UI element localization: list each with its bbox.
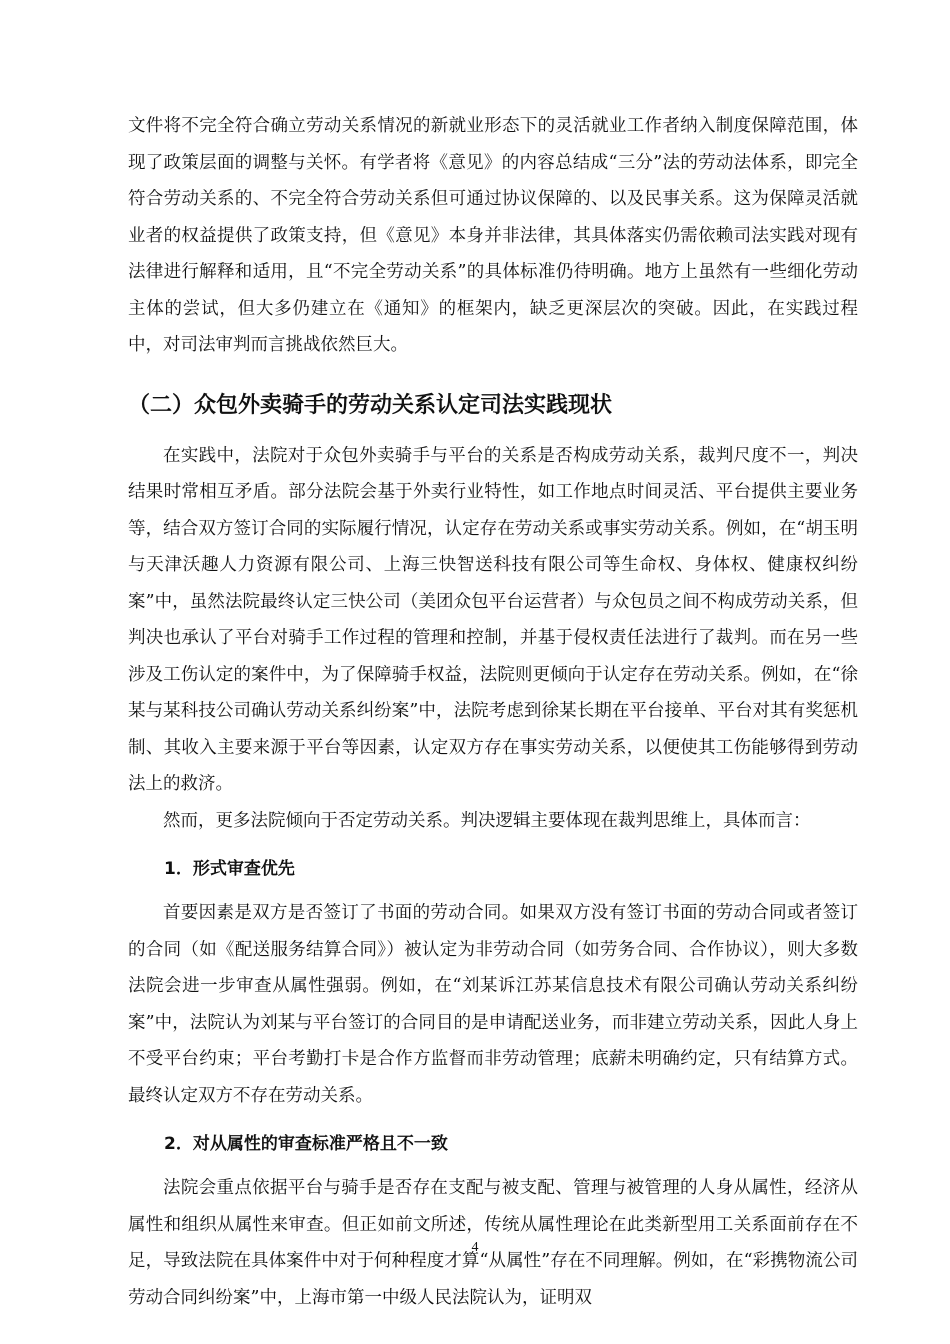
document-body (128, 108, 858, 1316)
body-paragraph: 然而，更多法院倾向于否定劳动关系。判决逻辑主要体现在裁判思维上，具体而言： (163, 810, 811, 831)
body-paragraph: 法院会重点依据平台与骑手是否存在支配与被支配、管理与被管理的人身从属性，经济从属性和组织从属性来审查。但正如前文所述，传统从属性理论在此类新型用工关系面前存在不足，导致法院在具体案件中对于何种程度才算“从属性”存在不同理解。例如，在“彩携物流公司劳动合同纠纷案”中，上海市第一中级人民法院认为，证明双 (128, 1178, 858, 1308)
page-number: 4 (471, 1240, 479, 1255)
body-paragraph: 在实践中，法院对于众包外卖骑手与平台的关系是否构成劳动关系，裁判尺度不一，判决结果时常相互矛盾。部分法院会基于外卖行业特性，如工作地点时间灵活、平台提供主要业务等，结合双方签订合同的实际履行情况，认定存在劳动关系或事实劳动关系。例如，在“胡玉明与天津沃趣人力资源有限公司、上海三快智送科技有限公司等生命权、身体权、健康权纠纷案”中，虽然法院最终认定三快公司（美团众包平台运营者）与众包员之间不构成劳动关系，但判决也承认了平台对骑手工作过程的管理和控制，并基于侵权责任法进行了裁判。而在另一些涉及工伤认定的案件中，为了保障骑手权益，法院则更倾向于认定存在劳动关系。例如，在“徐某与某科技公司确认劳动关系纠纷案”中，法院考虑到徐某长期在平台接单、平台对其有奖惩机制、其收入主要来源于平台等因素，认定双方存在事实劳动关系，以便使其工伤能够得到劳动法上的救济。 (128, 445, 858, 794)
subsection-heading: 2．对从属性的审查标准严格且不一致 (164, 1134, 448, 1154)
section-heading: （二）众包外卖骑手的劳动关系认定司法实践现状 (128, 392, 613, 418)
body-paragraph: 文件将不完全符合确立劳动关系情况的新就业形态下的灵活就业工作者纳入制度保障范围，体现了政策层面的调整与关怀。有学者将《意见》的内容总结成“三分”法的劳动法体系，即完全符合劳动关系的、不完全符合劳动关系但可通过协议保障的、以及民事关系。这为保障灵活就业者的权益提供了政策支持，但《意见》本身并非法律，其具体落实仍需依赖司法实践对现有法律进行解释和适用，且“不完全劳动关系”的具体标准仍待明确。地方上虽然有一些细化劳动主体的尝试，但大多仍建立在《通知》的框架内，缺乏更深层次的突破。因此，在实践过程中，对司法审判而言挑战依然巨大。 (128, 116, 858, 355)
subsection-heading: 1．形式审查优先 (164, 859, 295, 879)
body-paragraph: 首要因素是双方是否签订了书面的劳动合同。如果双方没有签订书面的劳动合同或者签订的合同（如《配送服务结算合同》）被认定为非劳动合同（如劳务合同、合作协议），则大多数法院会进一步审查从属性强弱。例如，在“刘某诉江苏某信息技术有限公司确认劳动关系纠纷案”中，法院认为刘某与平台签订的合同目的是申请配送业务，而非建立劳动关系，因此人身上不受平台约束；平台考勤打卡是合作方监督而非劳动管理；底薪未明确约定，只有结算方式。最终认定双方不存在劳动关系。 (128, 903, 858, 1106)
